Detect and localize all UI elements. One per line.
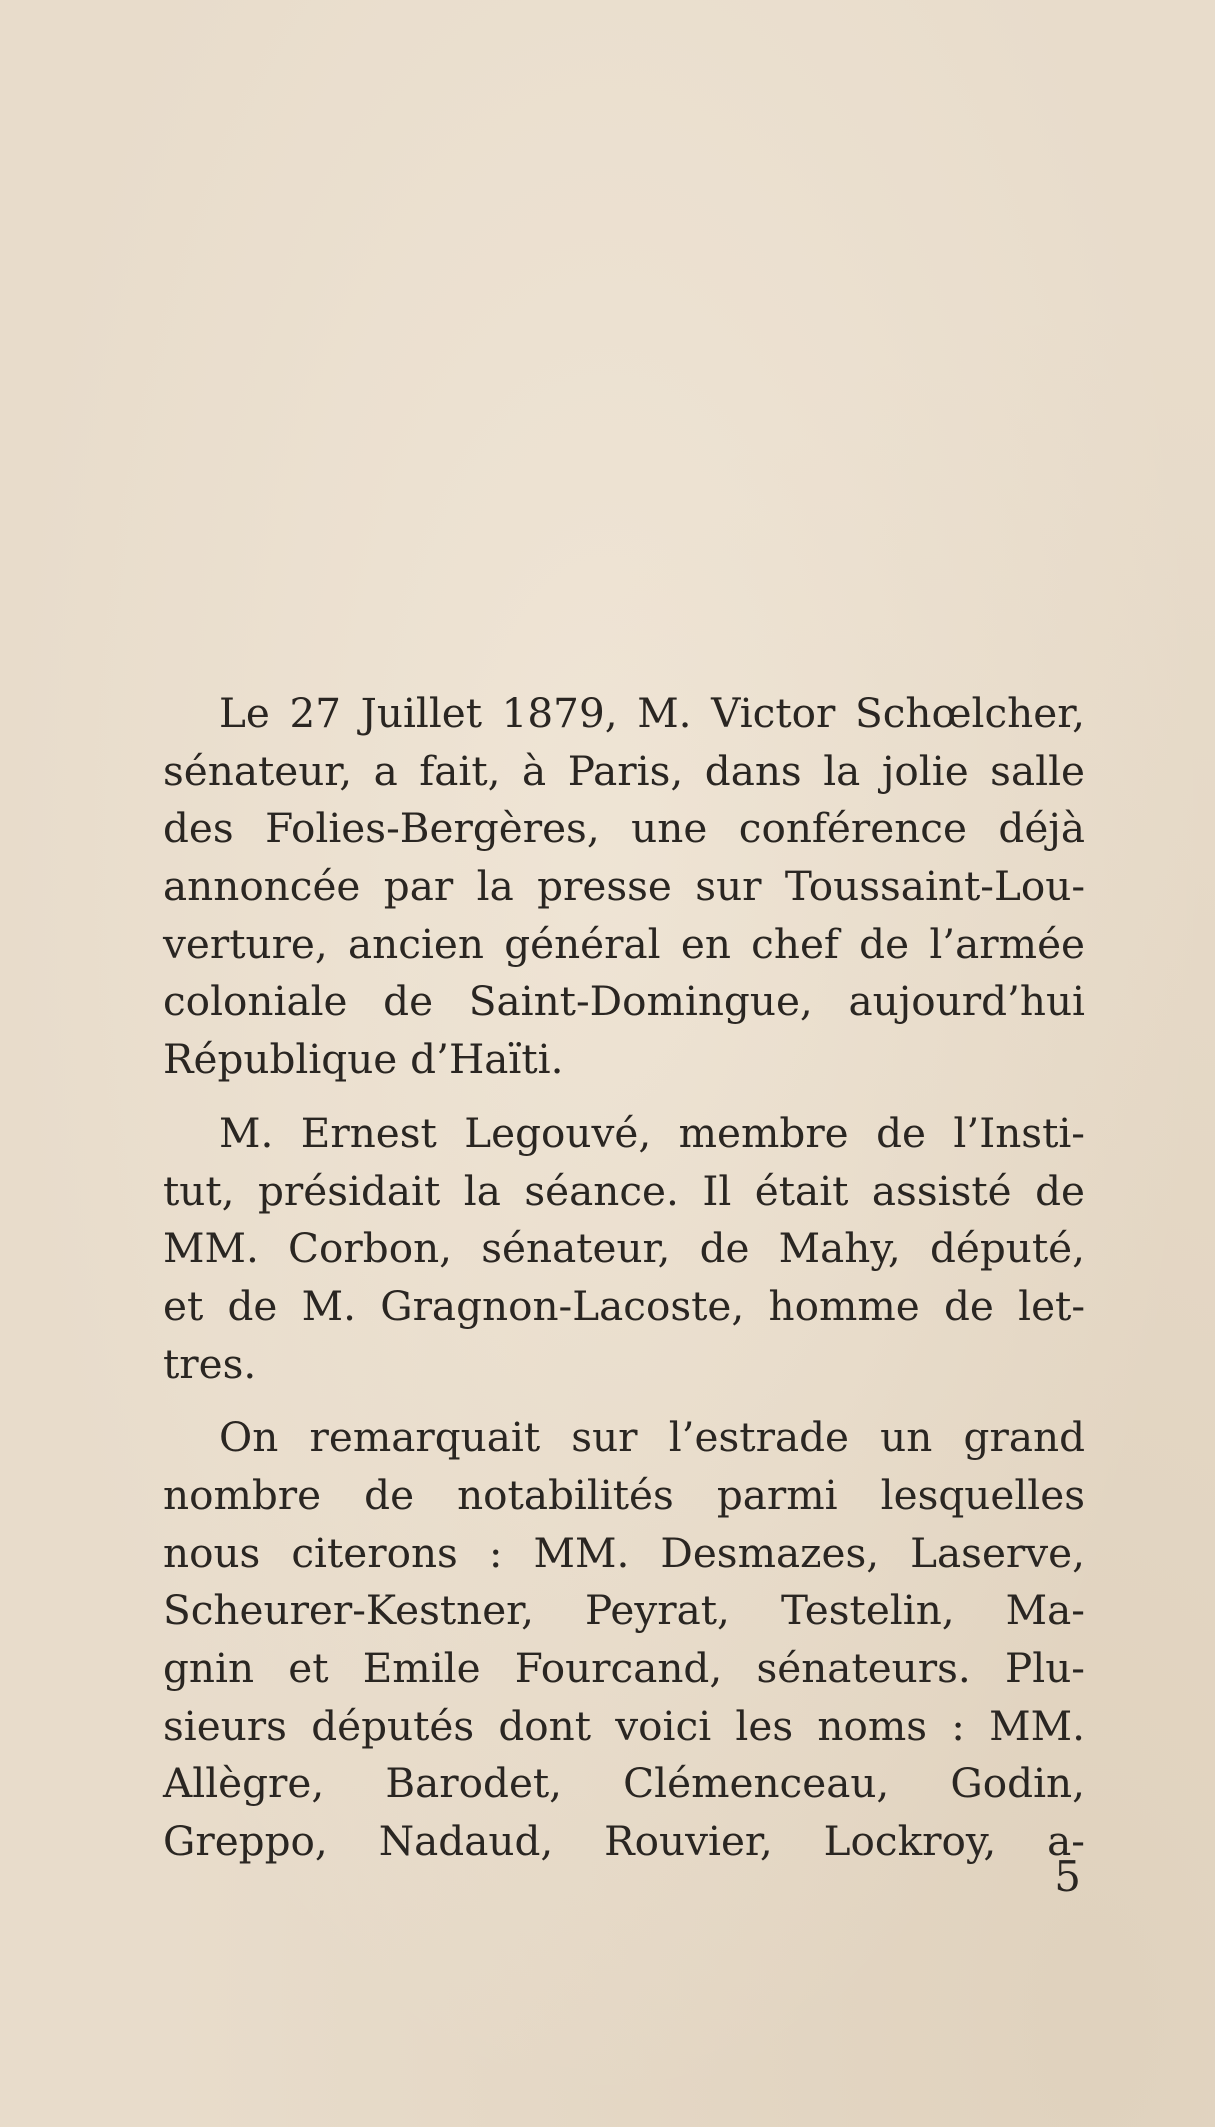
text-line: MM. Corbon, sénateur, de Mahy, député, (163, 1224, 1085, 1273)
text-line: sieurs députés dont voici les noms : MM. (163, 1701, 1085, 1750)
text-line: tres. (163, 1339, 257, 1388)
paragraph-3 (163, 1409, 1085, 1871)
text-line: tut, présidait la séance. Il était assisté de (163, 1166, 1085, 1215)
text-line: annoncée par la presse sur Toussaint-Lou- (163, 862, 1085, 911)
text-line: nombre de notabilités parmi lesquelles (163, 1470, 1085, 1519)
text-line: Allègre, Barodet, Clémenceau, Godin, (163, 1759, 1085, 1808)
page-number: 5 (1054, 1852, 1081, 1901)
text-line: gnin et Emile Fourcand, sénateurs. Plu- (163, 1644, 1085, 1692)
paragraph-2 (163, 1105, 1085, 1393)
text-line: verture, ancien général en chef de l’armée (163, 919, 1085, 968)
text-line: Scheurer-Kestner, Peyrat, Testelin, Ma- (163, 1586, 1085, 1635)
text-line: coloniale de Saint-Domingue, aujourd’hui (163, 977, 1085, 1026)
text-line: et de M. Gragnon-Lacoste, homme de let- (163, 1281, 1085, 1330)
text-line: des Folies-Bergères, une conférence déjà (163, 804, 1085, 853)
paragraph-1 (163, 685, 1085, 1089)
text-line: nous citerons : MM. Desmazes, Laserve, (163, 1528, 1085, 1577)
text-line: Le 27 Juillet 1879, M. Victor Schœlcher, (219, 689, 1085, 737)
text-line: sénateur, a fait, à Paris, dans la jolie salle (163, 746, 1085, 795)
text-line: M. Ernest Legouvé, membre de l’Insti- (219, 1108, 1085, 1157)
text-line: On remarquait sur l’estrade un grand (219, 1413, 1085, 1462)
body-text (163, 685, 1085, 1871)
text-line: République d’Haïti. (163, 1035, 564, 1084)
text-line: Greppo, Nadaud, Rouvier, Lockroy, a- (163, 1817, 1085, 1866)
